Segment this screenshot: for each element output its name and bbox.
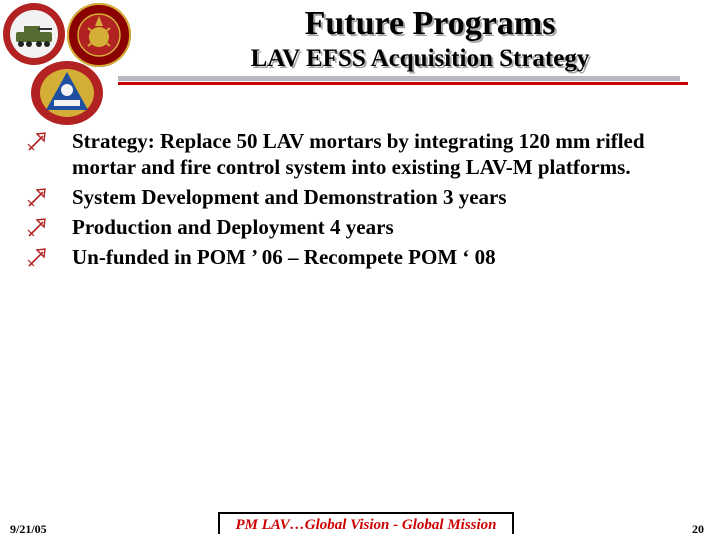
bullet-text: Strategy: Replace 50 LAV mortars by integrating 120 mm rifled mortar and fire control system into existing LAV-M platforms.	[72, 129, 645, 179]
footer-date: 9/21/05	[10, 522, 47, 536]
bullet-text: System Development and Demonstration 3 years	[72, 185, 507, 209]
bullet-text: Production and Deployment 4 years	[72, 215, 394, 239]
footer-motto: PM LAV…Global Vision - Global Mission	[235, 517, 497, 533]
footer-motto-box	[218, 512, 514, 534]
title-rule-gray	[118, 76, 680, 81]
bullet-item	[20, 244, 700, 270]
title-rule-red	[118, 82, 688, 85]
bullet-list	[20, 128, 700, 274]
slide-subtitle: LAV EFSS Acquisition Strategy	[250, 45, 590, 72]
bullet-item	[20, 214, 700, 240]
bullet-item	[20, 184, 700, 210]
arrow-bullet-icon	[26, 216, 48, 238]
slide-title: Future Programs	[304, 5, 556, 42]
arrow-bullet-icon	[26, 130, 48, 152]
usmc-seal-logo	[66, 2, 132, 68]
marcorsyscom-seal-logo	[30, 60, 104, 126]
bullet-text: Un-funded in POM ’ 06 – Recompete POM ‘ 08	[72, 245, 496, 269]
bullet-item	[20, 128, 700, 180]
arrow-bullet-icon	[26, 186, 48, 208]
page-number: 20	[692, 522, 704, 536]
lav-seal-logo	[2, 2, 66, 66]
arrow-bullet-icon	[26, 246, 48, 268]
